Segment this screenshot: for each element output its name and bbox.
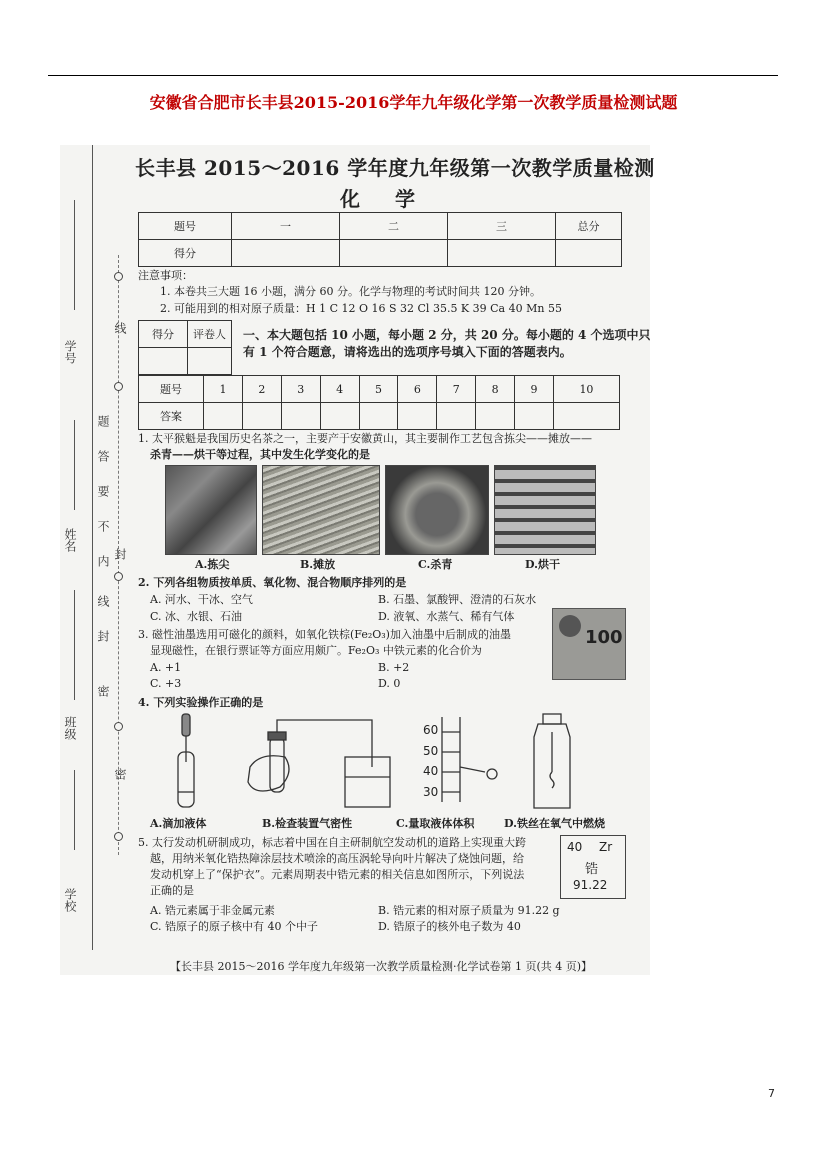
scale-mark: 30 <box>423 784 439 799</box>
warning-char: 封 <box>96 630 110 642</box>
subject-title: 化 学 <box>340 187 429 211</box>
q4-option-c: C.量取液体体积 <box>396 817 475 830</box>
answer-number: 7 <box>437 376 476 403</box>
scale-mark: 40 <box>423 764 439 778</box>
seal-circle <box>114 272 123 281</box>
answer-number: 1 <box>204 376 243 403</box>
scale-mark: 50 <box>423 743 439 758</box>
notes-line: 2. 可能用到的相对原子质量：H 1 C 12 O 16 S 32 Cl 35.5 K 39 Ca 40 Mn 55 <box>160 302 562 315</box>
section1-instruction: 一、本大题包括 10 小题，每小题 2 分，共 20 分。每小题的 4 个选项中只 <box>243 328 651 342</box>
q1-stem: 1. 太平猴魁是我国历史名茶之一，主要产于安徽黄山，其主要制作工艺包含拣尖——摊放—— <box>138 432 592 445</box>
page-number: 7 <box>768 1087 775 1100</box>
q3-option-a: A. +1 <box>150 661 182 674</box>
answer-number: 3 <box>281 376 320 403</box>
answer-table-label: 题号 <box>139 376 204 403</box>
name-blank <box>74 420 75 510</box>
q5-option-d: D. 锆原子的核外电子数为 40 <box>378 920 521 933</box>
gas-bottle-icon <box>534 714 570 808</box>
q5-stem: 5. 太行发动机研制成功，标志着中国在自主研制航空发动机的道路上实现重大跨 <box>138 836 526 849</box>
score-input-cell[interactable] <box>556 240 622 267</box>
q3-stem: 显现磁性，在银行票证等方面应用颇广。Fe₂O₃ 中铁元素的化合价为 <box>150 644 482 657</box>
document-title: 安徽省合肥市长丰县2015-2016学年九年级化学第一次教学质量检测试题 <box>149 93 678 112</box>
periodic-element-card <box>560 835 626 899</box>
score-table-cell: 一 <box>232 213 340 240</box>
q4-option-a: A.滴加液体 <box>150 817 207 830</box>
answer-number: 8 <box>476 376 515 403</box>
score-table-cell: 总分 <box>556 213 622 240</box>
warning-char: 不 <box>96 520 110 532</box>
score-table <box>138 212 622 267</box>
grader-input-cell[interactable] <box>139 348 188 375</box>
score-input-cell[interactable] <box>448 240 556 267</box>
tea-drying-photo <box>494 465 596 555</box>
grader-box <box>138 320 232 375</box>
answer-number: 4 <box>320 376 359 403</box>
q2-option-d: D. 液氧、水蒸气、稀有气体 <box>378 610 515 623</box>
score-table-cell: 题号 <box>139 213 232 240</box>
name-label: 姓名 <box>63 528 77 552</box>
grader-input-cell[interactable] <box>188 348 232 375</box>
answer-number: 9 <box>515 376 554 403</box>
q1-option-a: A.拣尖 <box>195 558 230 571</box>
score-table-cell: 三 <box>448 213 556 240</box>
notes-heading: 注意事项： <box>138 269 193 282</box>
graduated-cylinder-icon <box>442 717 497 802</box>
answer-cell[interactable] <box>398 403 437 430</box>
score-table-cell: 二 <box>340 213 448 240</box>
q2-option-c: C. 冰、水银、石油 <box>150 610 243 623</box>
atomic-mass: 91.22 <box>573 878 608 892</box>
tea-spreading-photo <box>262 465 380 555</box>
answer-cell[interactable] <box>320 403 359 430</box>
q3-option-c: C. +3 <box>150 677 182 690</box>
class-blank <box>74 590 75 700</box>
school-blank <box>74 770 75 850</box>
q2-option-b: B. 石墨、氯酸钾、澄清的石灰水 <box>378 593 537 606</box>
seal-circle <box>114 572 123 581</box>
element-name: 锆 <box>585 862 599 877</box>
q3-option-d: D. 0 <box>378 677 401 690</box>
q1-option-c: C.杀青 <box>418 558 453 571</box>
q1-stem: 杀青——烘干等过程，其中发生化学变化的是 <box>150 448 370 461</box>
answer-cell[interactable] <box>359 403 398 430</box>
answer-cell[interactable] <box>437 403 476 430</box>
answer-number: 10 <box>553 376 619 403</box>
dropper-icon <box>178 714 194 807</box>
cylinder-scale <box>423 720 438 802</box>
warning-char: 密 <box>96 685 110 697</box>
header-rule <box>48 75 778 76</box>
emblem-icon <box>559 615 581 637</box>
banknote-image <box>552 608 626 680</box>
page-footer: 【长丰县 2015～2016 学年度九年级第一次教学质量检测·化学试卷第 1 页(共 4 页)】 <box>170 960 593 973</box>
seal-circle <box>114 832 123 841</box>
warning-char: 要 <box>96 485 110 497</box>
class-label: 班级 <box>63 716 77 740</box>
student-id-label: 学号 <box>63 340 77 364</box>
scale-mark: 60 <box>423 723 439 737</box>
tea-fixing-photo <box>385 465 489 555</box>
paper-title: 长丰县 2015～2016 学年度九年级第一次教学质量检测 <box>135 156 655 180</box>
q5-stem: 发动机穿上了“保护衣”。元素周期表中锆元素的相关信息如图所示，下列说法 <box>150 868 525 881</box>
q5-option-c: C. 锆原子的原子核中有 40 个中子 <box>150 920 319 933</box>
q3-stem: 3. 磁性油墨选用可磁化的颜料，如氧化铁棕(Fe₂O₃)加入油墨中后制成的油墨 <box>138 628 511 641</box>
q1-option-b: B.摊放 <box>300 558 336 571</box>
notes-line: 1. 本卷共三大题 16 小题，满分 60 分。化学与物理的考试时间共 120 分钟。 <box>160 285 541 298</box>
score-input-cell[interactable] <box>340 240 448 267</box>
seal-mark-seal: 封 <box>113 548 127 560</box>
lab-operations-drawing <box>160 712 640 812</box>
grader-name-label: 评卷人 <box>188 321 232 348</box>
q4-option-b: B.检查装置气密性 <box>262 817 353 830</box>
answer-number: 6 <box>398 376 437 403</box>
student-id-blank <box>74 200 75 310</box>
answer-cell[interactable] <box>515 403 554 430</box>
warning-char: 线 <box>96 595 110 607</box>
seal-circle <box>114 382 123 391</box>
answer-table <box>138 375 620 430</box>
warning-char: 内 <box>96 555 110 567</box>
school-label: 学校 <box>63 888 77 912</box>
test-tube-hand-icon <box>248 720 390 807</box>
q3-option-b: B. +2 <box>378 661 410 674</box>
warning-char: 答 <box>96 450 110 462</box>
answer-cell[interactable] <box>281 403 320 430</box>
q5-stem: 正确的是 <box>150 884 194 897</box>
q1-option-d: D.烘干 <box>525 558 560 571</box>
answer-row-label: 答案 <box>139 403 204 430</box>
grader-score-label: 得分 <box>139 321 188 348</box>
q2-option-a: A. 河水、干冰、空气 <box>150 593 253 606</box>
binding-border <box>92 145 93 950</box>
q5-option-a: A. 锆元素属于非金属元素 <box>150 904 275 917</box>
banknote-value: 100 <box>585 627 623 648</box>
atomic-number: 40 <box>567 840 583 854</box>
q4-option-d: D.铁丝在氧气中燃烧 <box>504 817 605 830</box>
q2-stem: 2. 下列各组物质按单质、氧化物、混合物顺序排列的是 <box>138 576 407 589</box>
element-symbol: Zr <box>599 840 613 854</box>
tea-picking-photo <box>165 465 257 555</box>
answer-cell[interactable] <box>476 403 515 430</box>
answer-cell[interactable] <box>242 403 281 430</box>
seal-mark-secret: 密 <box>113 768 127 780</box>
score-table-cell: 得分 <box>139 240 232 267</box>
q5-stem: 越，用纳米氧化锆热障涂层技术喷涂的高压涡轮导向叶片解决了烧蚀问题，给 <box>150 852 524 865</box>
seal-circle <box>114 722 123 731</box>
answer-cell[interactable] <box>204 403 243 430</box>
warning-char: 题 <box>96 415 110 427</box>
score-input-cell[interactable] <box>232 240 340 267</box>
q4-stem: 4. 下列实验操作正确的是 <box>138 696 264 709</box>
answer-number: 2 <box>242 376 281 403</box>
q5-option-b: B. 锆元素的相对原子质量为 91.22 g <box>378 904 560 917</box>
answer-number: 5 <box>359 376 398 403</box>
section1-instruction: 有 1 个符合题意，请将选出的选项序号填入下面的答题表内。 <box>243 345 572 359</box>
answer-cell[interactable] <box>553 403 619 430</box>
seal-mark-line: 线 <box>113 322 127 334</box>
